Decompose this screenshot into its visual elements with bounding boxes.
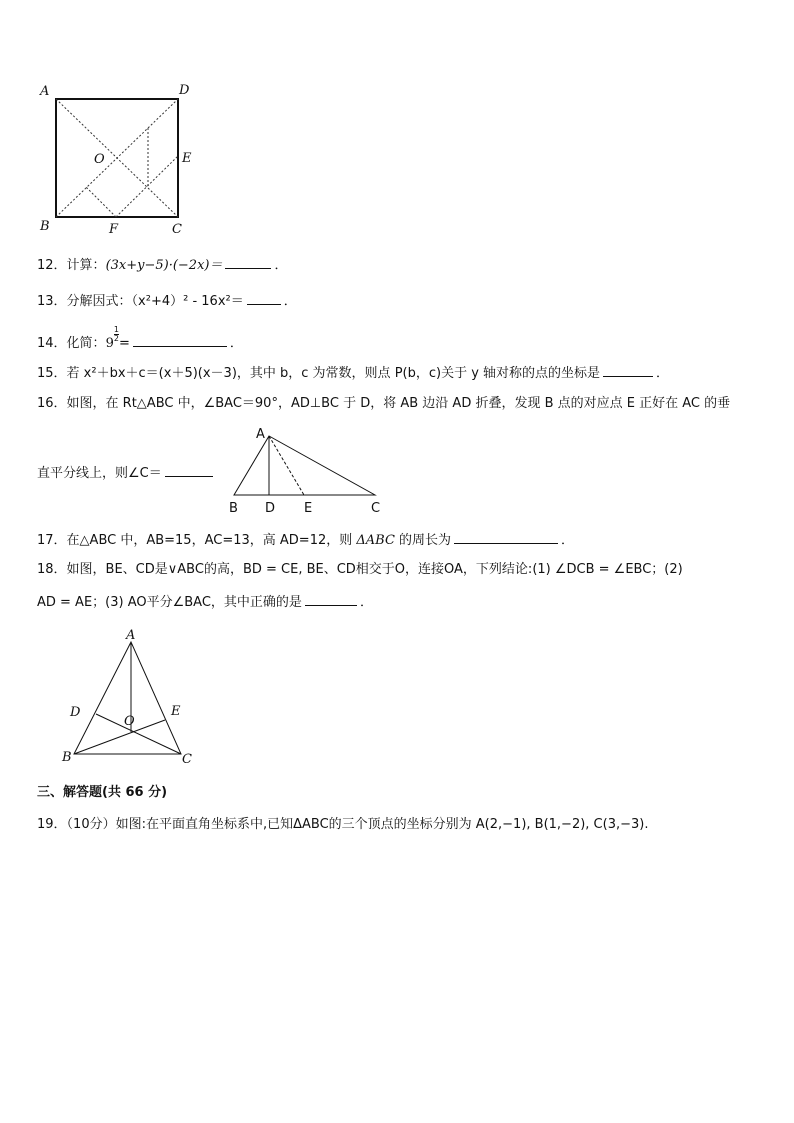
q18-text2: AD = AE；(3) AO平分∠BAC，其中正确的是	[37, 595, 302, 610]
label-C: C	[172, 222, 182, 237]
q17-end: ．	[561, 533, 575, 548]
question-19	[37, 815, 648, 835]
q14-exp-den: 2	[113, 334, 119, 343]
q15-number: 15．	[37, 366, 67, 381]
triangle-abc	[234, 436, 375, 495]
q14-number: 14．	[37, 336, 67, 351]
label-B: B	[229, 501, 238, 516]
section-three-title: 三、解答题(共 66 分)	[37, 785, 168, 800]
triangle-figure-q16	[222, 424, 392, 518]
q15-text: 若 x²＋bx＋c＝(x＋5)(x－3)，其中 b，c 为常数，则点 P(b，c)关于 y 轴对称的点的坐标是	[66, 366, 601, 381]
q15-end: ．	[656, 366, 670, 381]
label-D: D	[70, 705, 81, 720]
q19-text: （10分）如图:在平面直角坐标系中,已知ΔABC的三个顶点的坐标分别为 A(2,−1), B(1,−2), C(3,−3).	[66, 817, 649, 832]
label-O: O	[124, 714, 135, 729]
q16-number: 16．	[37, 396, 67, 411]
label-E: E	[304, 501, 313, 516]
q16-answer-blank[interactable]	[165, 462, 213, 477]
triangle-figure-q18	[58, 626, 198, 768]
q17-number: 17．	[37, 533, 67, 548]
q12-number: 12．	[37, 258, 67, 273]
q13-text: 分解因式：（x²+4）² - 16x²＝	[66, 294, 244, 309]
q12-end: ．	[274, 258, 288, 273]
label-D: D	[179, 83, 190, 98]
q12-text: 计算：	[66, 258, 106, 273]
q13-number: 13．	[37, 294, 67, 309]
label-C: C	[371, 501, 381, 516]
question-16-line2	[37, 462, 216, 484]
question-18-line2	[37, 591, 373, 613]
q19-number: 19．	[37, 817, 67, 832]
label-E: E	[171, 704, 181, 719]
segment-cd	[96, 714, 181, 754]
question-13	[37, 290, 297, 312]
question-15	[37, 362, 669, 384]
q17-tail: 的周长为	[394, 533, 452, 548]
q14-exp-num: 1	[113, 325, 119, 334]
q16-text1: 如图，在 Rt△ABC 中，∠BAC＝90°，AD⊥BC 于 D，将 AB 边沿 AD 折叠，发现 B 点的对应点 E 正好在 AC 的垂	[66, 396, 731, 411]
triangle-abc	[74, 642, 181, 754]
q14-base: 9	[105, 336, 114, 351]
q13-end: ．	[283, 294, 297, 309]
label-C: C	[182, 752, 192, 767]
label-B: B	[62, 750, 72, 765]
label-D: D	[265, 501, 276, 516]
q17-answer-blank[interactable]	[454, 529, 558, 544]
q13-answer-blank[interactable]	[247, 290, 281, 305]
q12-answer-blank[interactable]	[225, 254, 271, 269]
label-E: E	[182, 151, 192, 166]
fold-line-f-up	[86, 187, 116, 217]
square-figure	[36, 80, 206, 240]
label-B: B	[40, 219, 50, 234]
label-O: O	[94, 152, 105, 167]
question-17	[37, 529, 574, 551]
question-12	[37, 254, 288, 276]
question-16-line1	[37, 394, 730, 414]
q17-text: 在△ABC 中，AB=15，AC=13，高 AD=12，则	[66, 533, 357, 548]
q15-answer-blank[interactable]	[603, 362, 653, 377]
q14-end: ．	[229, 336, 243, 351]
q12-expr: (3x+y−5)·(−2x)＝	[105, 258, 223, 273]
question-18-line1	[37, 560, 683, 580]
fold-ae	[269, 436, 304, 495]
question-14	[37, 326, 243, 354]
q16-text2: 直平分线上，则∠C＝	[37, 466, 162, 481]
q14-text: 化简：	[66, 336, 106, 351]
label-A: A	[256, 427, 265, 442]
label-A: A	[126, 628, 136, 643]
q14-answer-blank[interactable]	[133, 332, 227, 347]
label-F: F	[109, 222, 119, 237]
q17-triangle: ΔABC	[356, 533, 395, 548]
q18-answer-blank[interactable]	[305, 591, 357, 606]
q14-eq: =	[118, 336, 130, 351]
q18-text1: 如图，BE、CD是∨ABC的高，BD = CE, BE、CD相交于O，连接OA，下列结论:(1) ∠DCB = ∠EBC；(2)	[66, 562, 683, 577]
q18-number: 18．	[37, 562, 67, 577]
q18-end: ．	[359, 595, 373, 610]
label-A: A	[40, 84, 50, 99]
